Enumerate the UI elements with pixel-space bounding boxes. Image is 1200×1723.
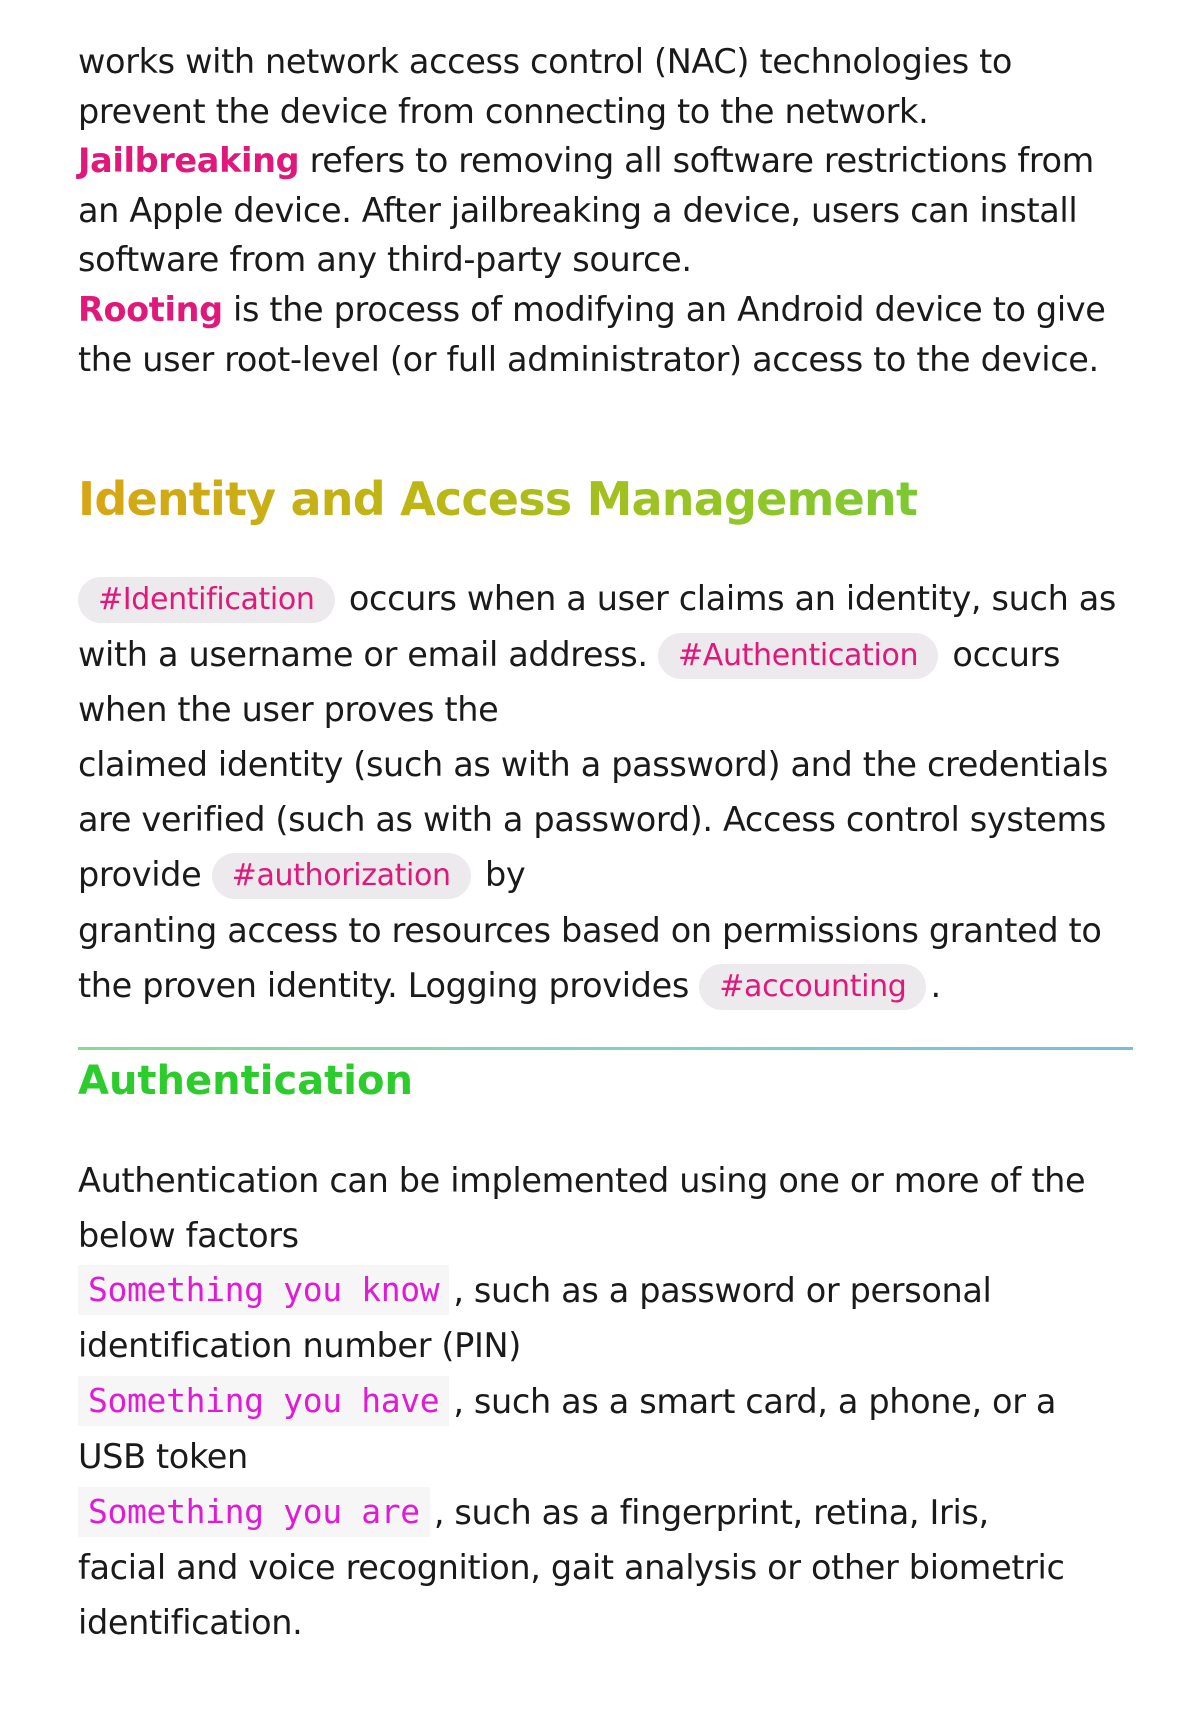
factor-have-line-2: USB token [78,1437,248,1476]
rooting-line-2: the user root-level (or full administrator) access to the device. [78,340,1099,379]
jailbreaking-line-1 [78,133,1094,189]
auth-intro-line-1: Authentication can be implemented using one or more of the [78,1161,1086,1200]
code-something-you-know: Something you know [78,1265,449,1315]
rooting-line-1 [78,282,1106,338]
code-something-you-are: Something you are [78,1487,430,1537]
nac-line-2: prevent the device from connecting to the network. [78,92,929,131]
factor-are-line-1 [78,1485,989,1541]
factor-know-text: , such as a password or personal [453,1271,992,1310]
jailbreaking-term: Jailbreaking [78,141,300,180]
factor-have-line-1 [78,1374,1056,1430]
authentication-heading: Authentication [78,1058,413,1104]
iam-line-6-end: by [474,855,526,894]
tag-accounting[interactable]: #accounting [699,964,926,1010]
factor-know-line-1 [78,1263,992,1319]
factor-have-text: , such as a smart card, a phone, or a [453,1382,1057,1421]
iam-line-1 [78,571,1116,627]
iam-line-3: when the user proves the [78,690,499,729]
rooting-text: is the process of modifying an Android device to give [222,290,1106,329]
iam-line-4: claimed identity (such as with a password) and the credentials [78,745,1109,784]
iam-line-2-end: occurs [942,635,1061,674]
factor-are-line-2: facial and voice recognition, gait analysis or other biometric [78,1548,1065,1587]
code-something-you-have: Something you have [78,1376,449,1426]
factor-are-line-3: identification. [78,1603,303,1642]
iam-line-8 [78,958,941,1014]
iam-line-6-start: provide [78,855,212,894]
jailbreaking-line-3: software from any third-party source. [78,240,692,279]
rooting-term: Rooting [78,290,223,329]
iam-line-2-start: with a username or email address. [78,635,658,674]
iam-heading: Identity and Access Management [78,466,917,532]
iam-line-6 [78,847,525,903]
section-divider [78,1047,1133,1050]
jailbreaking-line-2: an Apple device. After jailbreaking a device, users can install [78,191,1078,230]
iam-line-1-text: occurs when a user claims an identity, such as [338,579,1117,618]
iam-line-8-start: the proven identity. Logging provides [78,966,700,1005]
nac-line-1: works with network access control (NAC) technologies to [78,42,1013,81]
factor-are-text: , such as a fingerprint, retina, Iris, [433,1493,989,1532]
iam-line-5: are verified (such as with a password). Access control systems [78,800,1106,839]
factor-know-line-2: identification number (PIN) [78,1326,521,1365]
iam-line-2 [78,627,1060,683]
tag-authorization[interactable]: #authorization [212,853,471,899]
tag-identification[interactable]: #Identification [78,577,335,623]
auth-intro-line-2: below factors [78,1216,299,1255]
jailbreaking-text: refers to removing all software restrictions from [299,141,1094,180]
iam-line-8-end: . [930,966,941,1005]
tag-authentication[interactable]: #Authentication [658,633,938,679]
iam-line-7: granting access to resources based on permissions granted to [78,911,1102,950]
